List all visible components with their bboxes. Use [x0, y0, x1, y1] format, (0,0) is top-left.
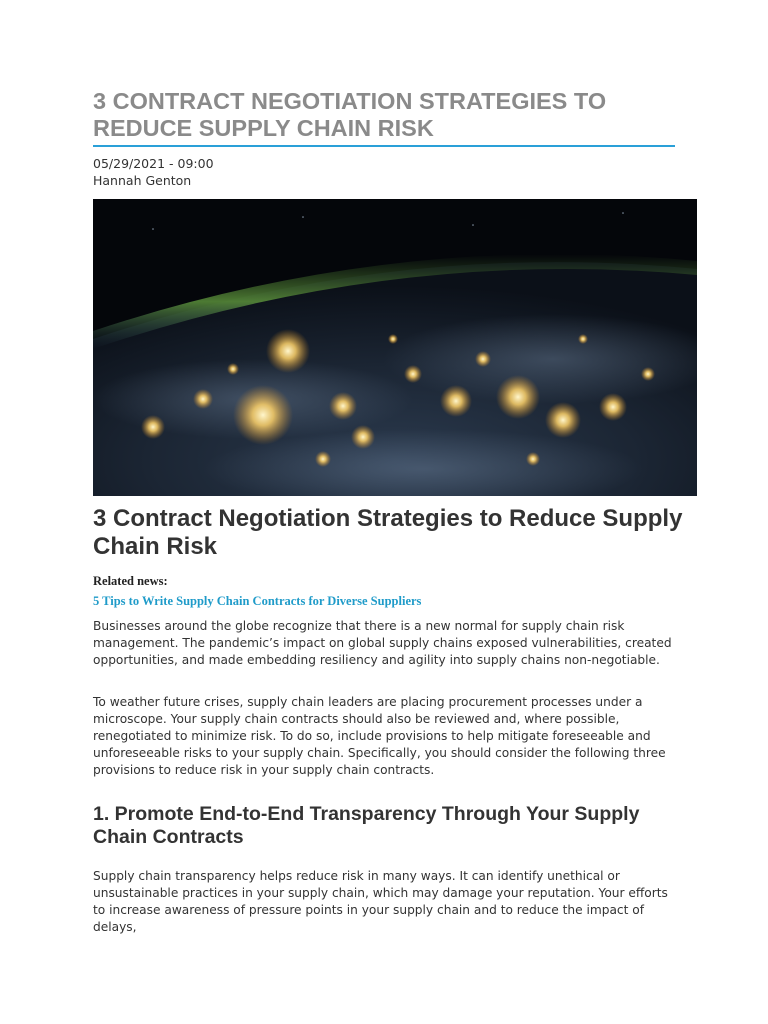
- related-news-label: Related news:: [93, 574, 168, 588]
- author-name: Hannah Genton: [93, 173, 192, 188]
- section-paragraph: Supply chain transparency helps reduce risk in many ways. It can identify unethical or unsustainable practices in your supply chain, which may damage your reputation. Your efforts to increase awareness of pressure points in your supply chain and to reduce the impact of delays,: [93, 869, 668, 934]
- publish-date: 05/29/2021 - 09:00: [93, 156, 214, 171]
- intro-paragraph: Businesses around the globe recognize that there is a new normal for supply chain risk management. The pandemic’s impact on global supply chains exposed vulnerabilities, created opportunities, and made embedding resiliency and agility into supply chains non-negotiable.: [93, 619, 672, 667]
- article-meta: [93, 155, 214, 189]
- title-divider: [93, 145, 675, 147]
- related-news-link[interactable]: 5 Tips to Write Supply Chain Contracts for Diverse Suppliers: [93, 594, 422, 608]
- earth-at-night-image: [93, 199, 697, 496]
- context-paragraph: To weather future crises, supply chain leaders are placing procurement processes under a microscope. Your supply chain contracts should also be reviewed and, where possible, renegotiated to minimize risk. To do so, include provisions to help mitigate foreseeable and unforeseeable risks to your supply chain. Specifically, you should consider the following three provisions to reduce risk in your supply chain contracts.: [93, 695, 666, 777]
- page-title: 3 CONTRACT NEGOTIATION STRATEGIES TO REDUCE SUPPLY CHAIN RISK: [93, 88, 607, 141]
- article-title: 3 Contract Negotiation Strategies to Reduce Supply Chain Risk: [93, 505, 683, 560]
- section-heading: 1. Promote End-to-End Transparency Through Your Supply Chain Contracts: [93, 803, 640, 848]
